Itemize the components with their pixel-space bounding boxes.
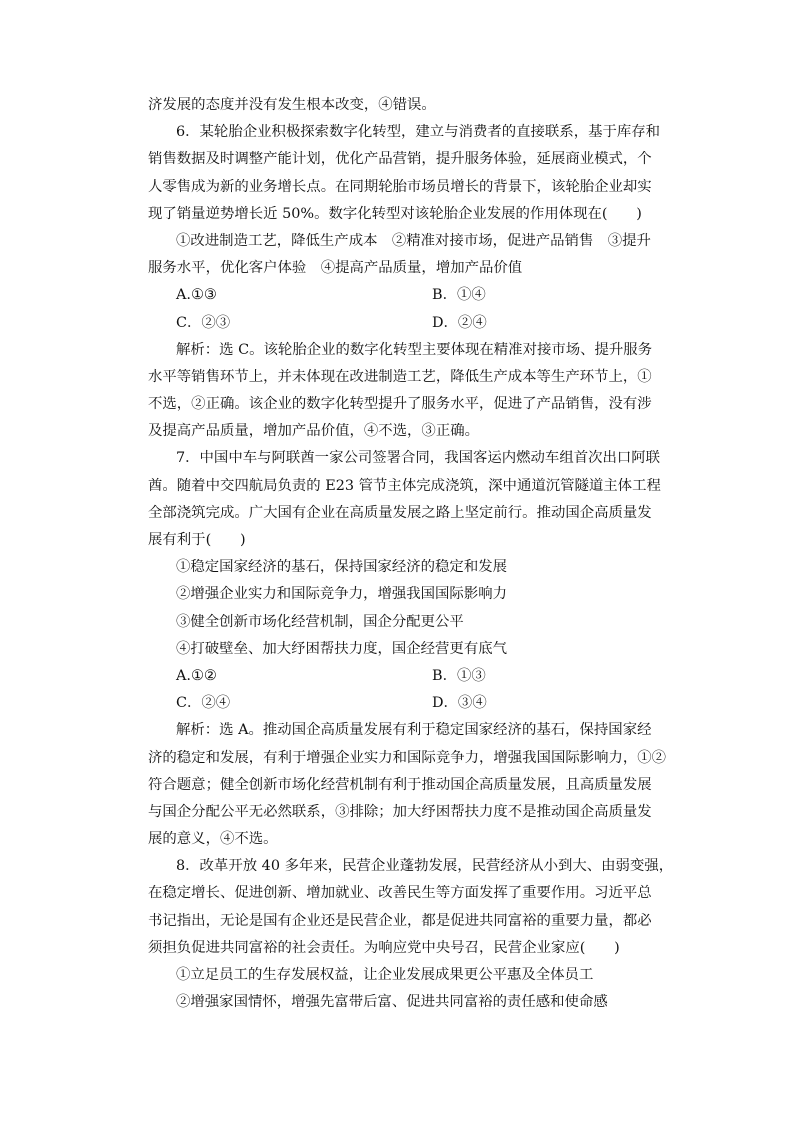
question-stem-line: 6．某轮胎企业积极探索数字化转型，建立与消费者的直接联系，基于库存和 — [176, 124, 661, 141]
question-item-line: ①稳定国家经济的基石，保持国家经济的稳定和发展 — [176, 559, 507, 576]
question-item-line: ④打破壁垒、加大纾困帮扶力度，国企经营更有底气 — [176, 640, 507, 657]
question-item-line: ③健全创新市场化经营机制，国企分配更公平 — [176, 613, 464, 630]
analysis-line: 及提高产品质量，增加产品价值，④不选，③正确。 — [148, 423, 479, 440]
question-stem-line: 全部浇筑完成。广大国有企业在高质量发展之路上坚定前行。推动国企高质量发 — [148, 504, 652, 521]
question-stem-line: 展有利于( ) — [148, 532, 246, 548]
question-stem-line: 现了销量逆势增长近 50%。数字化转型对该轮胎企业发展的作用体现在( ) — [148, 205, 642, 222]
options-row — [148, 310, 648, 337]
question-7 — [148, 445, 667, 853]
option-d: D．③④ — [432, 695, 487, 712]
question-stem-line: 酋。随着中交四航局负责的 E23 管节主体完成浇筑，深中通道沉管隧道主体工程 — [148, 477, 661, 494]
analysis-line: 与国企分配公平无必然联系，③排除；加大纾困帮扶力度不是推动国企高质量发 — [148, 803, 652, 820]
text-line: 济发展的态度并没有发生根本改变，④错误。 — [148, 97, 436, 113]
question-stem-line: 8．改革开放 40 多年来，民营企业蓬勃发展，民营经济从小到大、由弱变强， — [176, 858, 674, 875]
question-6 — [148, 119, 661, 445]
question-stem-line: 销售数据及时调整产能计划，优化产品营销，提升服务体验，延展商业模式，个 — [148, 151, 652, 168]
option-d: D．②④ — [432, 314, 487, 331]
option-b: B．①③ — [432, 667, 486, 684]
question-stem-line: 7．中国中车与阿联酋一家公司签署合同，我国客运内燃动车组首次出口阿联 — [176, 450, 661, 467]
analysis-line: 解析：选 C。该轮胎企业的数字化转型主要体现在精准对接市场、提升服务 — [176, 341, 653, 358]
options-row — [148, 282, 648, 309]
analysis-line: 济的稳定和发展，有利于增强企业实力和国际竞争力，增强我国国际影响力，①② — [148, 749, 667, 766]
analysis-line: 展的意义，④不选。 — [148, 831, 278, 848]
question-item-line: ②增强家国情怀，增强先富带后富、促进共同富裕的责任感和使命感 — [176, 994, 608, 1011]
options-row — [148, 690, 648, 717]
option-a: A.①② — [176, 667, 217, 684]
question-item-line: ①改进制造工艺，降低生产成本 ②精准对接市场，促进产品销售 ③提升 — [176, 232, 651, 249]
question-stem-line: 书记指出，无论是国有企业还是民营企业，都是促进共同富裕的重要力量，都必 — [148, 912, 652, 929]
question-8 — [148, 853, 674, 1016]
option-b: B．①④ — [432, 287, 486, 304]
option-c: C．②④ — [176, 695, 231, 712]
analysis-line: 符合题意；健全创新市场化经营机制有利于推动国企高质量发展，且高质量发展 — [148, 776, 652, 793]
option-c: C．②③ — [176, 314, 231, 331]
question-item-line: ①立足员工的生存发展权益，让企业发展成果更公平惠及全体员工 — [176, 967, 594, 983]
question-item-line: 服务水平，优化客户体验 ④提高产品质量，增加产品价值 — [148, 260, 523, 277]
question-stem-line: 人零售成为新的业务增长点。在同期轮胎市场员增长的背景下，该轮胎企业却实 — [148, 178, 652, 195]
document-page — [148, 92, 674, 1016]
question-stem-line: 在稳定增长、促进创新、增加就业、改善民生等方面发挥了重要作用。习近平总 — [148, 885, 652, 902]
options-row — [148, 663, 648, 690]
analysis-line: 水平等销售环节上，并未体现在改进制造工艺，降低生产成本等生产环节上，① — [148, 368, 652, 385]
analysis-line: 不选，②正确。该企业的数字化转型提升了服务水平，促进了产品销售，没有涉 — [148, 396, 652, 413]
question-stem-line: 须担负促进共同富裕的社会责任。为响应党中央号召，民营企业家应( ) — [148, 939, 620, 956]
question-item-line: ②增强企业实力和国际竞争力，增强我国国际影响力 — [176, 586, 507, 603]
analysis-line: 解析：选 A。推动国企高质量发展有利于稳定国家经济的基石，保持国家经 — [176, 722, 652, 739]
option-a: A.①③ — [176, 287, 217, 304]
